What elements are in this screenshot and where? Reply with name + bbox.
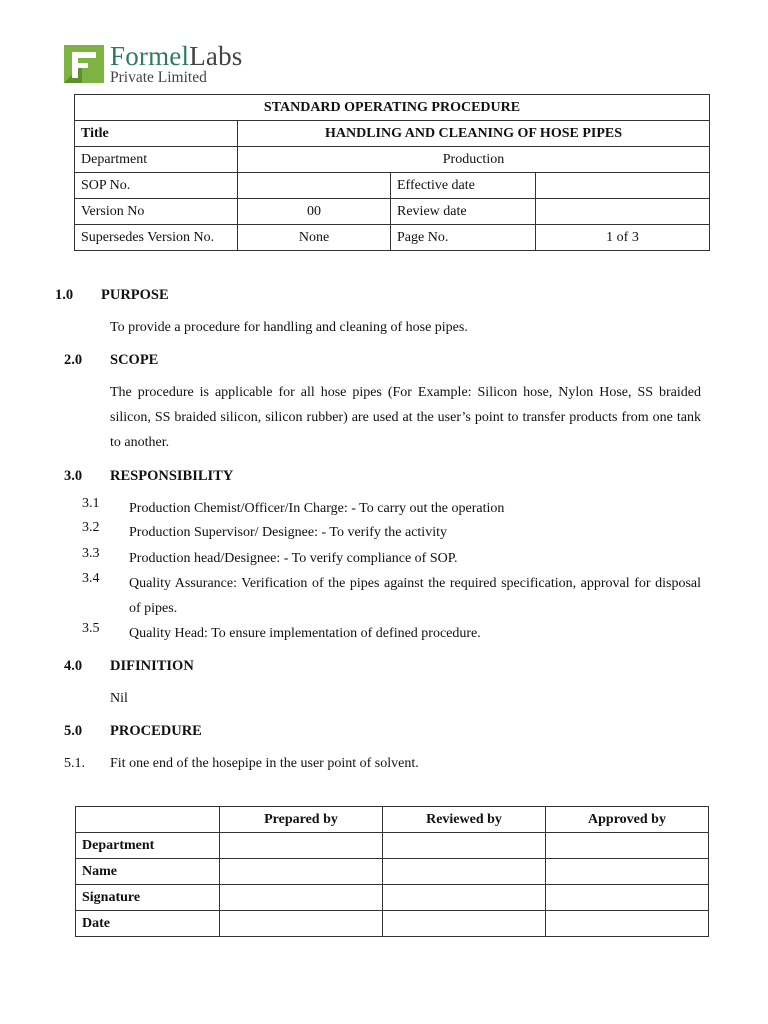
approval-corner-cell — [76, 807, 220, 833]
approval-cell — [220, 911, 383, 937]
approval-row-label: Department — [76, 833, 220, 859]
version-value: 00 — [238, 199, 391, 225]
approval-cell — [546, 885, 709, 911]
table-row — [76, 833, 709, 859]
department-label: Department — [75, 147, 238, 173]
approval-table — [75, 806, 709, 937]
approval-row-label: Signature — [76, 885, 220, 911]
approval-cell — [220, 833, 383, 859]
approval-cell — [220, 885, 383, 911]
approval-row-label: Name — [76, 859, 220, 885]
approved-by-header: Approved by — [546, 807, 709, 833]
approval-cell — [546, 833, 709, 859]
table-row — [76, 911, 709, 937]
approval-cell — [546, 911, 709, 937]
version-label: Version No — [75, 199, 238, 225]
sop-header-table — [74, 94, 710, 251]
review-date-label: Review date — [391, 199, 536, 225]
title-label: Title — [75, 121, 238, 147]
department-value: Production — [238, 147, 710, 173]
supersedes-value: None — [238, 225, 391, 251]
approval-row-label: Date — [76, 911, 220, 937]
effective-date-value — [536, 173, 710, 199]
formel-logo-icon — [64, 45, 104, 83]
logo-brand-name: FormelLabs — [110, 41, 243, 71]
table-row — [76, 885, 709, 911]
sop-document-title: STANDARD OPERATING PROCEDURE — [75, 95, 710, 121]
prepared-by-header: Prepared by — [220, 807, 383, 833]
sop-number-value — [238, 173, 391, 199]
page-number-value: 1 of 3 — [536, 225, 710, 251]
approval-cell — [546, 859, 709, 885]
review-date-value — [536, 199, 710, 225]
title-value: HANDLING AND CLEANING OF HOSE PIPES — [238, 121, 710, 147]
effective-date-label: Effective date — [391, 173, 536, 199]
purpose-text: To provide a procedure for handling and cleaning of hose pipes. — [110, 320, 468, 335]
reviewed-by-header: Reviewed by — [383, 807, 546, 833]
approval-cell — [383, 911, 546, 937]
definition-text: Nil — [110, 691, 128, 706]
sop-number-label: SOP No. — [75, 173, 238, 199]
logo-subtitle: Private Limited — [110, 69, 207, 86]
supersedes-label: Supersedes Version No. — [75, 225, 238, 251]
approval-cell — [220, 859, 383, 885]
scope-text: The procedure is applicable for all hose pipes (For Example: Silicon hose, Nylon Hose, SS braided silicon, SS braided silicon, silicon rubber) are used at the user’s point to transfer products from one tank to another. — [110, 385, 701, 450]
approval-cell — [383, 833, 546, 859]
page-number-label: Page No. — [391, 225, 536, 251]
table-row — [76, 859, 709, 885]
approval-cell — [383, 885, 546, 911]
company-logo — [64, 41, 284, 86]
approval-cell — [383, 859, 546, 885]
